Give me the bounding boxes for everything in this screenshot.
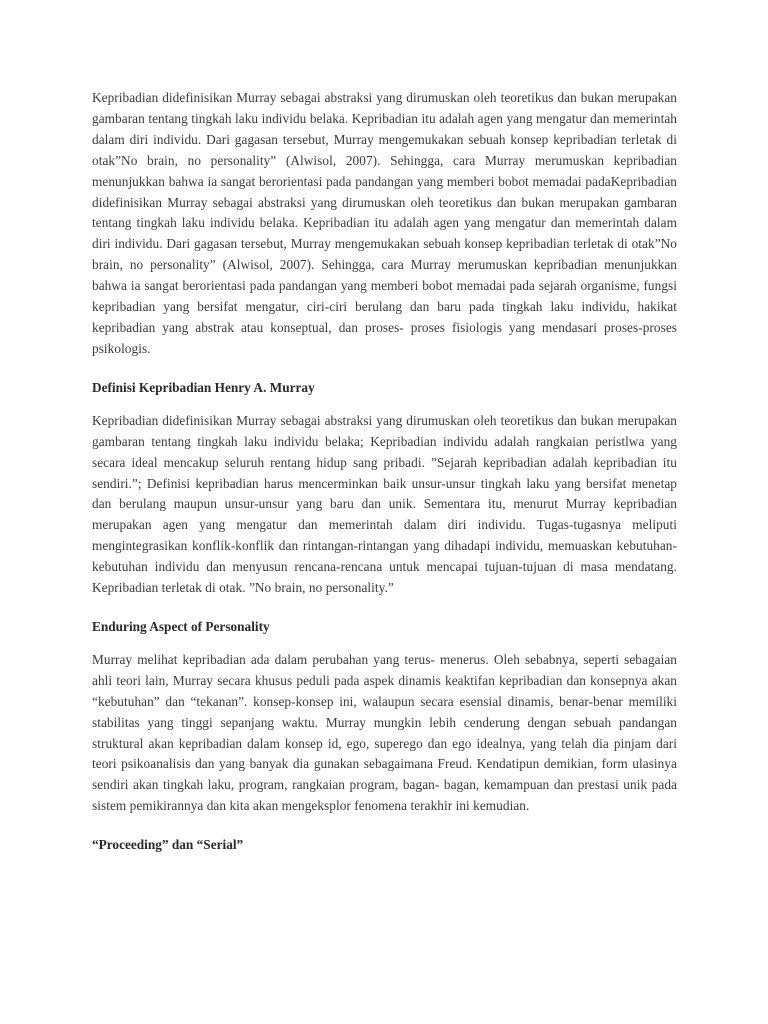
body-paragraph: Kepribadian didefinisikan Murray sebagai abstraksi yang dirumuskan oleh teoretikus dan bukan merupakan gambaran tentang tingkah laku individu belaka. Kepribadian itu adalah agen yang mengatur dan memerintah dalam diri individu. Dari gagasan tersebut, Murray mengemukakan sebuah konsep kepribadian terletak di otak”No brain, no personality” (Alwisol, 2007). Sehingga, cara Murray merumuskan kepribadian menunjukkan bahwa ia sangat berorientasi pada pandangan yang memberi bobot memadai padaKepribadian didefinisikan Murray sebagai abstraksi yang dirumuskan oleh teoretikus dan bukan merupakan gambaran tentang tingkah laku individu belaka. Kepribadian itu adalah agen yang mengatur dan memerintah dalam diri individu. Dari gagasan tersebut, Murray mengemukakan sebuah konsep kepribadian terletak di otak”No brain, no personality” (Alwisol, 2007). Sehingga, cara Murray merumuskan kepribadian menunjukkan bahwa ia sangat berorientasi pada pandangan yang memberi bobot memadai pada sejarah organisme, fungsi kepribadian yang bersifat mengatur, ciri-ciri berulang dan baru pada tingkah laku individu, hakikat kepribadian yang abstrak atau konseptual, dan proses- proses fisiologis yang mendasari proses-proses psikologis.	[92, 90, 677, 356]
document-page	[92, 88, 677, 868]
body-paragraph: Murray melihat kepribadian ada dalam perubahan yang terus- menerus. Oleh sebabnya, seperti sebagaian ahli teori lain, Murray secara khusus peduli pada aspek dinamis keaktifan kepribadian dan konsepnya akan “kebutuhan” dan “tekanan”. konsep-konsep ini, walaupun secara esensial dinamis, benar-benar memiliki stabilitas yang tinggi sepanjang waktu. Murray mungkin lebih cenderung dengan sebuah pandangan struktural akan kepribadian dalam konsep id, ego, superego dan ego idealnya, yang telah dia pinjam dari teori psikoanalisis dan yang banyak dia gunakan sebagaimana Freud. Kendatipun demikian, form ulasinya sendiri akan tingkah laku, program, rangkaian program, bagan- bagan, kemampuan dan prestasi unik pada sistem pemikirannya dan kita akan mengeksplor fenomena terakhir ini kemudian.	[92, 651, 677, 814]
section-heading: Definisi Kepribadian Henry A. Murray	[92, 379, 315, 395]
section-heading: Enduring Aspect of Personality	[92, 618, 270, 634]
body-paragraph: Kepribadian didefinisikan Murray sebagai abstraksi yang dirumuskan oleh teoretikus dan bukan merupakan gambaran tentang tingkah laku individu belaka; Kepribadian individu adalah rangkaian peristlwa yang secara ideal mencakup seluruh rentang hidup sang pribadi. ”Sejarah kepribadian adalah kepribadian itu sendiri.”; Definisi kepribadian harus mencerminkan baik unsur-unsur tingkah laku yang bersifat menetap dan berulang maupun unsur-unsur yang baru dan unik. Sementara itu, menurut Murray kepribadian merupakan agen yang mengatur dan memerintah dalam diri individu. Tugas-tugasnya meliputi mengintegrasikan konflik-konflik dan rintangan-rintangan yang dihadapi individu, memuaskan kebutuhan- kebutuhan individu dan menyusun rencana-rencana untuk mencapai tujuan-tujuan di masa mendatang. Kepribadian terletak di otak. ”No brain, no personality.”	[92, 412, 677, 596]
section-heading: “Proceeding” dan “Serial”	[92, 837, 244, 853]
